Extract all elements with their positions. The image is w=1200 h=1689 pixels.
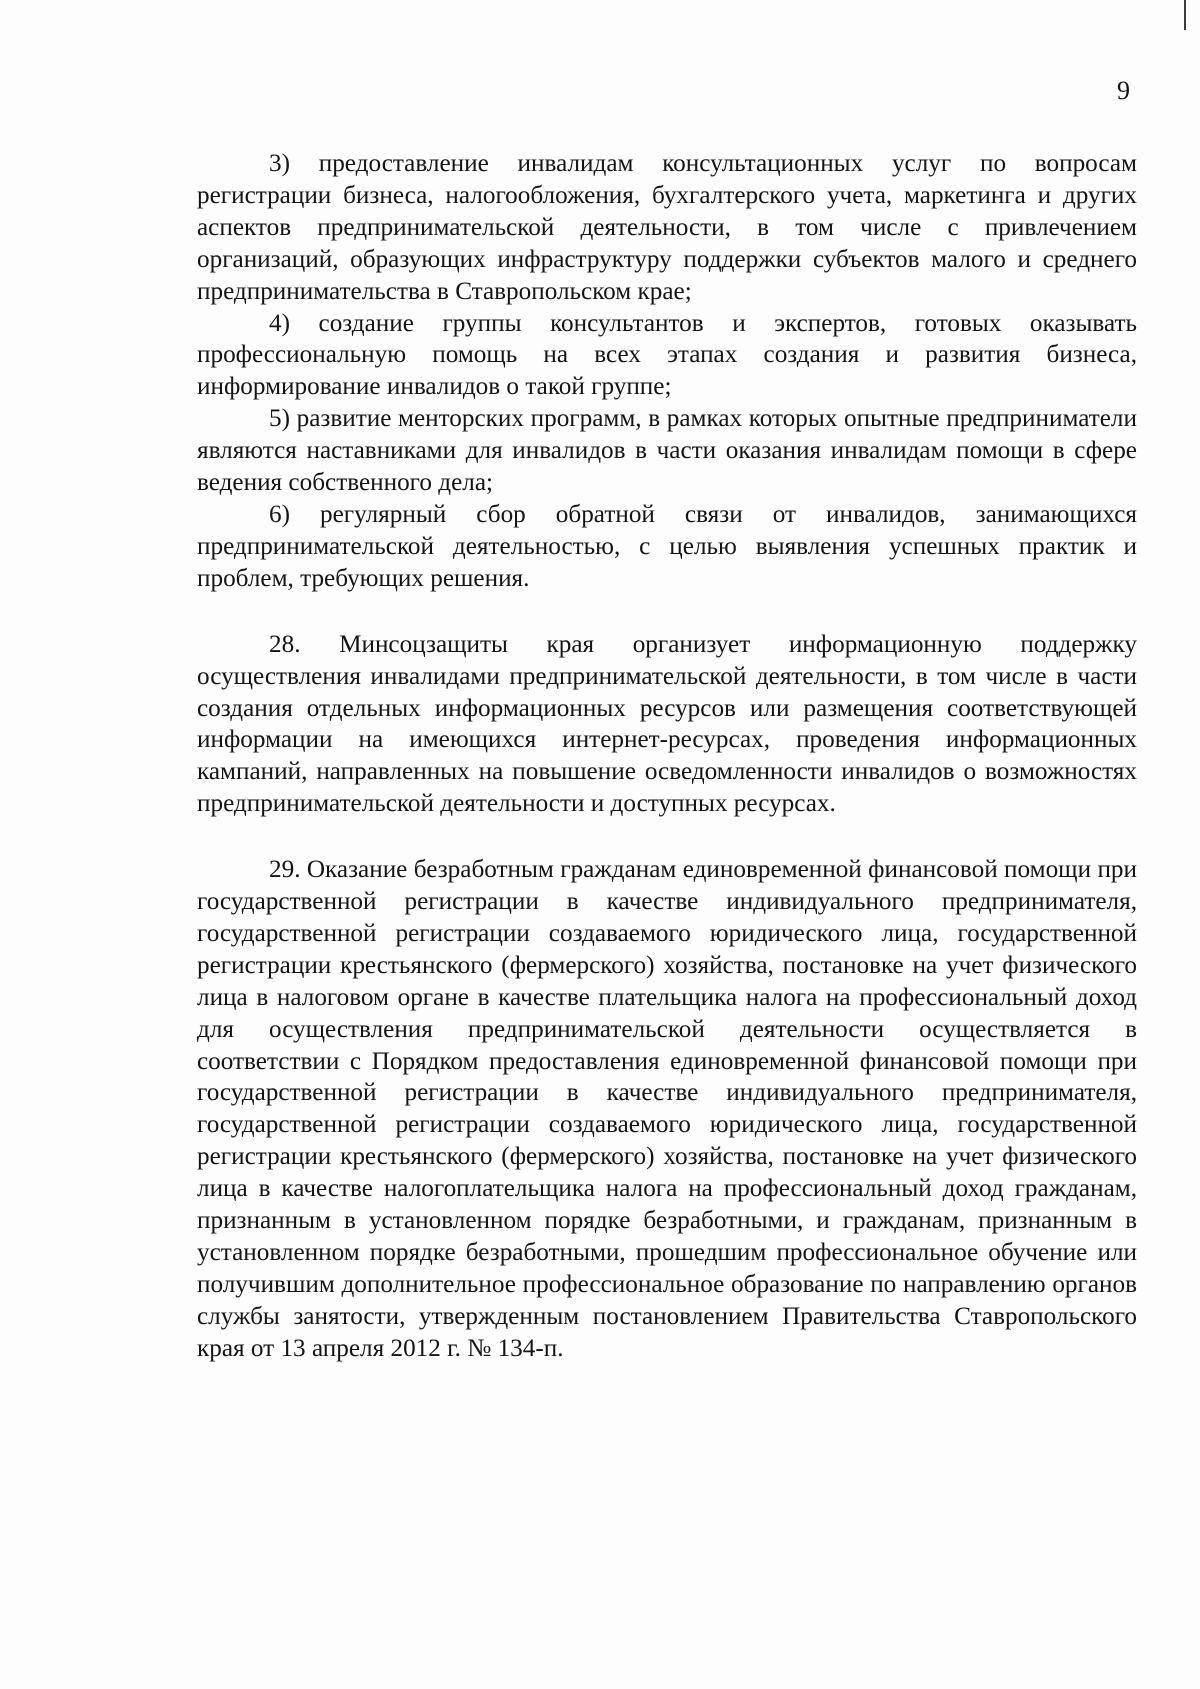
scan-edge-mark [1184, 0, 1186, 30]
page-number: 9 [1117, 76, 1130, 105]
list-item-5: 5) развитие менторских программ, в рамках которых опытные предприниматели являются наставниками для инвалидов в части оказания инвалидам помощи в сфере ведения собственного дела; [197, 405, 1137, 497]
document-body [197, 148, 1137, 1365]
list-item-4: 4) создание группы консультантов и экспертов, готовых оказывать профессиональную помощь на всех этапах создания и развития бизнеса, информирование инвалидов о такой группе; [197, 309, 1137, 401]
clause-29: 29. Оказание безработным гражданам единовременной финансовой помощи при государственной регистрации в качестве индивидуального предпринимателя, государственной регистрации создаваемого юридического лица, государственной регистрации крестьянского (фермерского) хозяйства, постановке на учет физического лица в налоговом органе в качестве плательщика налога на профессиональный доход для осуществления предпринимательской деятельности осуществляется в соответствии с Порядком предоставления единовременной финансовой помощи при государственной регистрации в качестве индивидуального предпринимателя, государственной регистрации создаваемого юридического лица, государственной регистрации крестьянского (фермерского) хозяйства, постановке на учет физического лица в качестве налогоплательщика налога на профессиональный доход гражданам, признанным в установленном порядке безработными, и гражданам, признанным в установленном порядке безработными, прошедшим профессиональное обучение или получившим дополнительное профессиональное образование по направлению органов службы занятости, утвержденным постановлением Правительства Ставропольского края от 13 апреля 2012 г. № 134-п. [197, 856, 1137, 1362]
list-item-6: 6) регулярный сбор обратной связи от инвалидов, занимающихся предпринимательской деятельностью, с целью выявления успешных практик и проблем, требующих решения. [197, 500, 1137, 592]
list-item-3: 3) предоставление инвалидам консультационных услуг по вопросам регистрации бизнеса, налогообложения, бухгалтерского учета, маркетинга и других аспектов предпринимательской деятельности, в том числе с привлечением организаций, образующих инфраструктуру поддержки субъектов малого и среднего предпринимательства в Ставропольском крае; [197, 150, 1137, 305]
clause-28: 28. Минсоцзащиты края организует информационную поддержку осуществления инвалидами предпринимательской деятельности, в том числе в части создания отдельных информационных ресурсов или размещения соответствующей информации на имеющихся интернет-ресурсах, проведения информационных кампаний, направленных на повышение осведомленности инвалидов о возможностях предпринимательской деятельности и доступных ресурсах. [197, 630, 1137, 818]
